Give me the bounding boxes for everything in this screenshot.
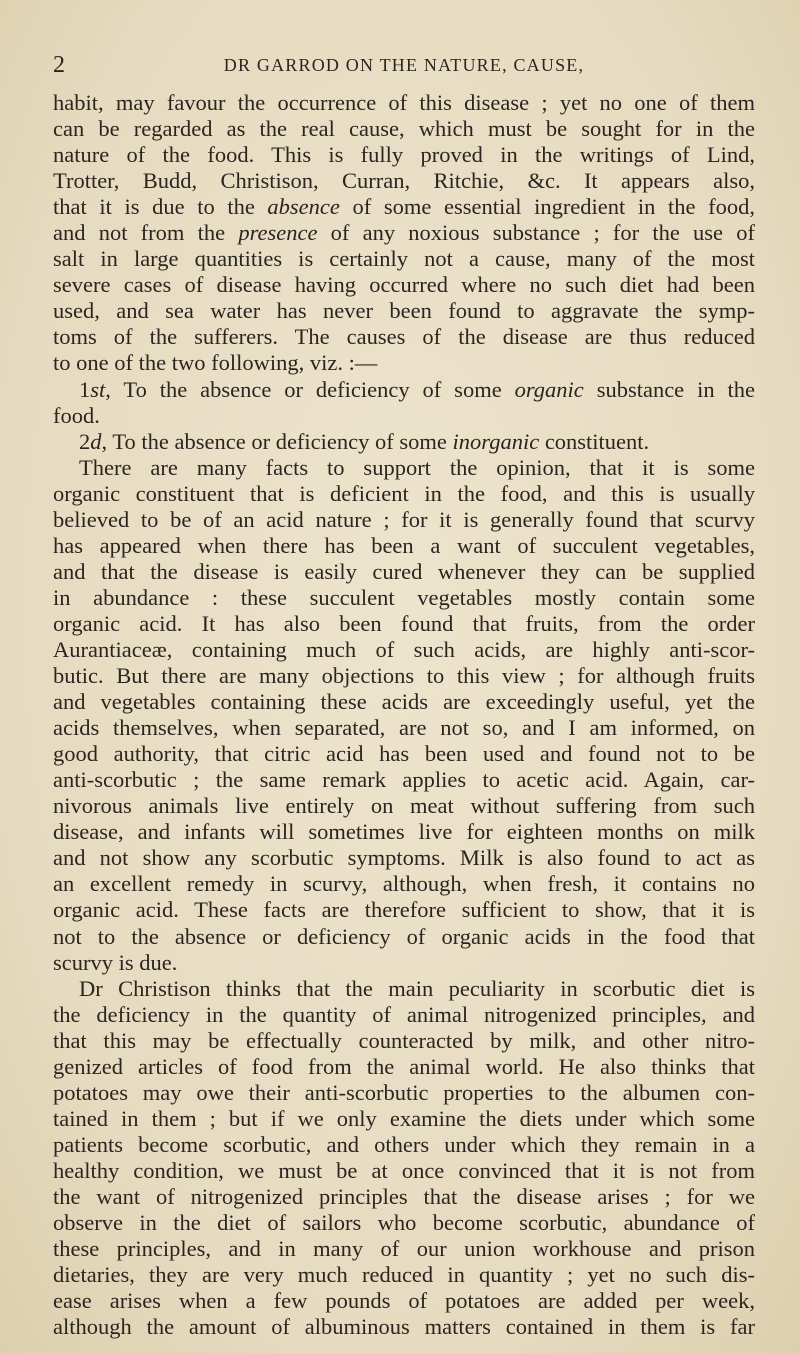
text-line — [53, 1002, 755, 1028]
text-segment: although the amount of albuminous matters contained in them is far — [53, 1314, 755, 1340]
text-line — [53, 1106, 755, 1132]
text-line — [53, 1028, 755, 1054]
text-segment: observe in the diet of sailors who become scorbutic, abundance of — [53, 1210, 755, 1236]
text-line — [53, 924, 755, 950]
text-segment: dietaries, they are very much reduced in quantity ; yet no such dis- — [53, 1262, 755, 1288]
text-segment: and not from the — [53, 220, 239, 246]
text-line — [53, 142, 755, 168]
body-text — [53, 90, 755, 1340]
text-line — [53, 585, 755, 611]
text-segment: believed to be of an acid nature ; for it is generally found that scurvy — [53, 506, 755, 532]
text-segment: to one of the two following, viz. :— — [53, 350, 378, 376]
text-line — [53, 611, 755, 637]
text-line — [53, 1236, 755, 1262]
text-line — [53, 793, 755, 819]
text-segment: in abundance : these succulent vegetables mostly contain some — [53, 584, 755, 610]
italic-text: presence — [238, 220, 318, 246]
text-segment: disease, and infants will sometimes live for eighteen months on milk — [53, 819, 755, 845]
text-segment: potatoes may owe their anti-scorbutic properties to the albumen con- — [53, 1079, 755, 1105]
text-line — [53, 950, 755, 976]
text-line — [53, 1288, 755, 1314]
text-line — [53, 1210, 755, 1236]
text-line — [53, 403, 755, 429]
text-line — [53, 246, 755, 272]
text-line — [53, 324, 755, 350]
page-number: 2 — [53, 52, 65, 78]
text-line — [53, 741, 755, 767]
text-segment: the deficiency in the quantity of animal nitrogenized principles, and — [53, 1001, 755, 1027]
text-segment: that it is due to the — [53, 194, 268, 220]
text-line — [53, 481, 755, 507]
text-segment: organic constituent that is deficient in the food, and this is usually — [53, 480, 755, 506]
text-line — [53, 715, 755, 741]
text-line — [53, 663, 755, 689]
text-segment: butic. But there are many objections to this view ; for although fruits — [53, 663, 755, 689]
text-line — [53, 1132, 755, 1158]
italic-text: organic — [514, 376, 584, 402]
text-line — [53, 272, 755, 298]
text-line — [53, 350, 755, 376]
text-segment: food. — [53, 402, 100, 428]
text-segment: , To the absence or deficiency of some — [105, 376, 515, 402]
text-line — [53, 168, 755, 194]
text-segment: , To the absence or deficiency of some — [101, 428, 453, 454]
text-segment: used, and sea water has never been found to aggravate the symp- — [53, 298, 755, 324]
text-line — [53, 819, 755, 845]
text-segment: anti-scorbutic ; the same remark applies to acetic acid. Again, car- — [53, 767, 755, 793]
running-title: DR GARROD ON THE NATURE, CAUSE, — [223, 55, 585, 75]
text-segment: healthy condition, we must be at once convinced that it is not from — [53, 1157, 755, 1183]
text-segment: severe cases of disease having occurred where no such diet had been — [53, 272, 755, 298]
text-segment: these principles, and in many of our union workhouse and prison — [53, 1236, 755, 1262]
text-segment: nivorous animals live entirely on meat without suffering from such — [53, 793, 755, 819]
text-line — [53, 1262, 755, 1288]
text-line — [53, 559, 755, 585]
text-segment: tained in them ; but if we only examine the diets under which some — [53, 1105, 755, 1131]
text-line — [53, 1184, 755, 1210]
text-segment: constituent. — [539, 428, 650, 454]
text-segment: substance in the — [583, 376, 755, 402]
text-segment: nature of the food. This is fully proved in the writings of Lind, — [53, 142, 755, 168]
text-segment: good authority, that citric acid has been used and found not to be — [53, 741, 755, 767]
text-line — [53, 298, 755, 324]
italic-text: st — [90, 376, 106, 402]
text-segment: that this may be effectually counteracted by milk, and other nitro- — [53, 1027, 755, 1053]
text-line — [53, 871, 755, 897]
text-line — [53, 90, 755, 116]
text-line — [53, 689, 755, 715]
text-segment: the want of nitrogenized principles that the disease arises ; for we — [53, 1183, 755, 1209]
text-segment: of any noxious substance ; for the use of — [317, 220, 755, 246]
text-segment: scurvy is due. — [53, 949, 178, 975]
text-line — [53, 507, 755, 533]
text-line — [53, 194, 755, 220]
text-line — [53, 455, 755, 481]
text-line — [53, 976, 755, 1002]
italic-text: d — [90, 428, 102, 454]
text-line — [53, 1314, 755, 1340]
text-segment: organic acid. These facts are therefore sufficient to show, that it is — [53, 897, 755, 923]
text-segment: not to the absence or deficiency of organic acids in the food that — [53, 923, 755, 949]
text-line — [53, 220, 755, 246]
text-segment: patients become scorbutic, and others under which they remain in a — [53, 1131, 755, 1157]
text-line — [53, 377, 755, 403]
text-segment: can be regarded as the real cause, which must be sought for in the — [53, 116, 755, 142]
text-segment: has appeared when there has been a want of succulent vegetables, — [53, 532, 755, 558]
text-segment: and that the disease is easily cured whenever they can be supplied — [53, 558, 755, 584]
text-segment: acids themselves, when separated, are not so, and I am informed, on — [53, 715, 755, 741]
text-segment: toms of the sufferers. The causes of the disease are thus reduced — [53, 324, 755, 350]
text-segment: organic acid. It has also been found that fruits, from the order — [53, 610, 755, 636]
text-segment: Dr Christison thinks that the main peculiarity in scorbutic diet is — [79, 975, 755, 1001]
text-segment: and vegetables containing these acids are exceedingly useful, yet the — [53, 689, 755, 715]
text-segment: and not show any scorbutic symptoms. Milk is also found to act as — [53, 845, 755, 871]
text-line — [53, 767, 755, 793]
text-segment: There are many facts to support the opinion, that it is some — [79, 454, 755, 480]
text-segment: Trotter, Budd, Christison, Curran, Ritchie, &c. It appears also, — [53, 168, 755, 194]
text-line — [53, 116, 755, 142]
italic-text: absence — [267, 194, 340, 220]
text-segment: habit, may favour the occurrence of this disease ; yet no one of them — [53, 90, 755, 115]
text-line — [53, 1054, 755, 1080]
text-segment: 1 — [79, 376, 91, 402]
text-segment: an excellent remedy in scurvy, although, when fresh, it contains no — [53, 871, 755, 897]
italic-text: inorganic — [452, 428, 540, 454]
text-line — [53, 429, 755, 455]
text-segment: genized articles of food from the animal world. He also thinks that — [53, 1053, 755, 1079]
text-line — [53, 845, 755, 871]
text-line — [53, 897, 755, 923]
text-line — [53, 1158, 755, 1184]
text-segment: Aurantiaceæ, containing much of such acids, are highly anti-scor- — [53, 636, 755, 662]
running-header — [53, 52, 755, 82]
text-segment: of some essential ingredient in the food, — [339, 194, 755, 220]
text-line — [53, 533, 755, 559]
text-line — [53, 637, 755, 663]
text-segment: ease arises when a few pounds of potatoes are added per week, — [53, 1288, 755, 1314]
text-segment: 2 — [79, 428, 91, 454]
text-segment: salt in large quantities is certainly not a cause, many of the most — [53, 246, 755, 272]
text-line — [53, 1080, 755, 1106]
